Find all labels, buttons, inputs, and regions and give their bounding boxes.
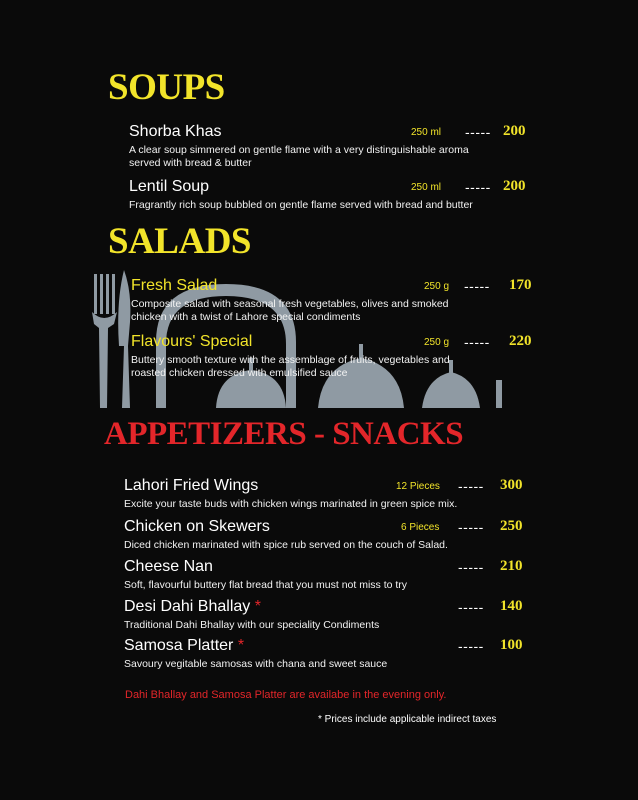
item-price: 100: [500, 637, 523, 653]
price-leader: -----: [458, 638, 484, 654]
price-leader: -----: [458, 519, 484, 535]
menu-item-lentil-soup: [129, 178, 529, 214]
menu-item-shorba-khas: [129, 123, 529, 169]
price-leader: -----: [458, 559, 484, 575]
menu-item-samosa-platter: [124, 637, 534, 673]
item-quantity: 250 ml: [411, 127, 442, 138]
item-name: Shorba Khas: [129, 123, 222, 140]
section-title-soups: SOUPS: [108, 67, 225, 108]
evening-only-marker: *: [237, 637, 245, 654]
item-description-line: A clear soup simmered on gentle flame with a very distinguishable aroma: [129, 144, 469, 156]
item-description-line: Diced chicken marinated with spice rub served on the couch of Salad.: [124, 539, 448, 551]
item-description: [124, 658, 387, 671]
item-name: [124, 598, 261, 616]
item-name: Cheese Nan: [124, 558, 213, 575]
item-name: Lentil Soup: [129, 178, 210, 195]
item-name: [124, 637, 244, 655]
item-description-line: Savoury vegitable samosas with chana and sweet sauce: [124, 658, 388, 670]
item-quantity: 250 ml: [411, 182, 442, 193]
item-quantity: 250 g: [424, 337, 450, 348]
item-quantity: 6 Pieces: [401, 522, 440, 533]
item-description: [124, 498, 457, 511]
item-name: Flavours' Special: [131, 333, 253, 350]
item-name: Chicken on Skewers: [124, 518, 270, 535]
item-price: 200: [503, 178, 526, 194]
evening-only-marker: *: [254, 598, 261, 615]
menu-item-fresh-salad: [131, 277, 531, 323]
item-price: 140: [500, 598, 523, 614]
item-description: [131, 354, 450, 380]
item-price: 200: [503, 123, 526, 139]
menu-item-cheese-nan: [124, 558, 534, 594]
price-leader: -----: [464, 334, 490, 350]
menu-item-flavours-special: [131, 333, 531, 379]
section-title-appetizers-snacks: APPETIZERS - SNACKS: [104, 416, 464, 452]
item-description: [124, 579, 407, 592]
item-quantity: 12 Pieces: [396, 481, 440, 492]
knife-icon: [118, 270, 130, 408]
item-name: Fresh Salad: [131, 277, 218, 294]
item-description-line: Buttery smooth texture with the assemblage of fruits, vegetables and: [131, 354, 450, 366]
price-leader: -----: [458, 478, 484, 494]
item-description-line: Traditional Dahi Bhallay with our speciality Condiments: [124, 619, 380, 631]
price-leader: -----: [458, 599, 484, 615]
item-description: [124, 619, 379, 632]
section-title-salads: SALADS: [108, 221, 251, 262]
item-price: 210: [500, 558, 523, 574]
item-name: Lahori Fried Wings: [124, 477, 259, 494]
item-price: 250: [500, 518, 523, 534]
item-price: 220: [509, 333, 532, 349]
price-leader: -----: [465, 179, 491, 195]
item-price: 170: [509, 277, 532, 293]
item-description-line: Soft, flavourful buttery flat bread that you must not miss to try: [124, 579, 408, 591]
item-description-line: Excite your taste buds with chicken wings marinated in green spice mix.: [124, 498, 458, 510]
evening-availability-note: Dahi Bhallay and Samosa Platter are availabe in the evening only.: [125, 689, 447, 701]
price-leader: -----: [464, 278, 490, 294]
item-price: 300: [500, 477, 523, 493]
item-description: [131, 298, 449, 324]
item-description-line: served with bread & butter: [129, 157, 252, 169]
item-quantity: 250 g: [424, 281, 450, 292]
item-description: [124, 539, 448, 552]
item-description: [129, 144, 469, 170]
item-description-line: Composite salad with seasonal fresh vegetables, olives and smoked: [131, 298, 449, 310]
item-description: [129, 199, 473, 212]
menu-item-lahori-fried-wings: [124, 477, 534, 513]
price-leader: -----: [465, 124, 491, 140]
menu-item-chicken-on-skewers: [124, 518, 534, 554]
fork-icon: [92, 274, 117, 408]
item-name-text: Samosa Platter: [124, 637, 234, 654]
item-description-line: roasted chicken dressed with emulsified sauce: [131, 367, 348, 379]
item-name-text: Desi Dahi Bhallay: [124, 598, 251, 615]
taxes-note: * Prices include applicable indirect taxes: [318, 714, 497, 725]
item-description-line: Fragrantly rich soup bubbled on gentle flame served with bread and butter: [129, 199, 473, 211]
item-description-line: chicken with a twist of Lahore special condiments: [131, 311, 361, 323]
menu-item-desi-dahi-bhallay: [124, 598, 534, 634]
